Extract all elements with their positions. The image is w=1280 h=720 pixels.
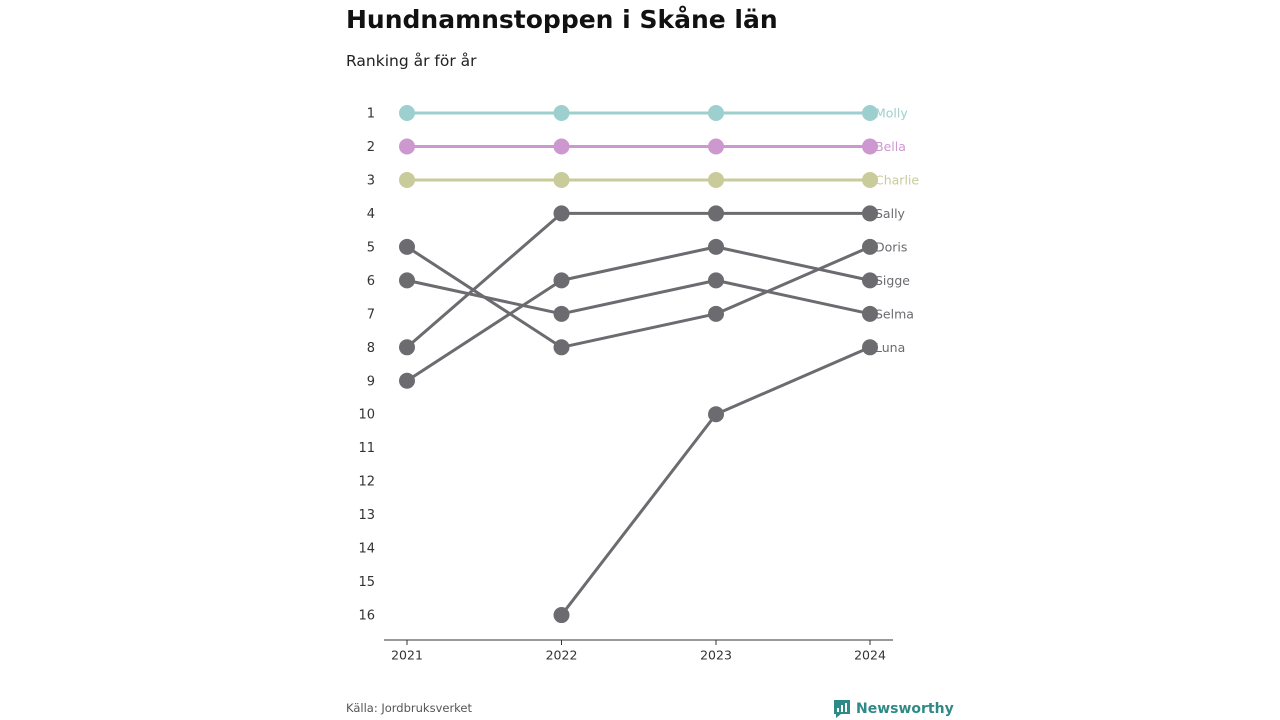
data-point-bella [554, 138, 570, 154]
y-tick-label: 11 [358, 441, 375, 457]
data-point-bella [708, 138, 724, 154]
data-point-sally [554, 205, 570, 221]
series-label-sally: Sally [875, 205, 905, 221]
data-point-bella [399, 138, 415, 154]
data-point-sally [708, 205, 724, 221]
data-point-doris [399, 239, 415, 255]
data-point-luna [708, 406, 724, 422]
data-point-charlie [708, 172, 724, 188]
y-tick-label: 5 [366, 240, 375, 256]
y-tick-label: 13 [358, 508, 375, 524]
x-axis [384, 640, 893, 663]
series-label-sigge: Sigge [875, 272, 910, 288]
data-point-sigge [708, 239, 724, 255]
y-axis-ticks [358, 107, 375, 624]
data-point-molly [708, 105, 724, 121]
chart-subtitle: Ranking år för år [346, 52, 477, 70]
data-point-doris [708, 306, 724, 322]
series-line-luna [562, 347, 871, 615]
y-tick-label: 15 [358, 575, 375, 591]
y-tick-label: 8 [366, 340, 375, 356]
x-tick-label: 2024 [854, 647, 886, 663]
brand-name: Newsworthy [856, 701, 954, 717]
y-tick-label: 12 [358, 474, 375, 490]
y-tick-label: 14 [358, 541, 375, 557]
newsworthy-logo-icon [833, 699, 851, 719]
brand-logo [833, 699, 954, 719]
data-point-selma [708, 272, 724, 288]
x-tick-label: 2021 [391, 647, 423, 663]
series-label-doris: Doris [875, 239, 908, 255]
data-point-luna [554, 607, 570, 623]
y-tick-label: 16 [358, 608, 375, 624]
chart-title: Hundnamnstoppen i Skåne län [346, 5, 778, 34]
y-tick-label: 4 [366, 206, 375, 222]
data-point-molly [399, 105, 415, 121]
data-point-sigge [399, 373, 415, 389]
data-point-molly [554, 105, 570, 121]
data-point-charlie [554, 172, 570, 188]
series-end-labels [875, 106, 919, 355]
series-label-charlie: Charlie [875, 172, 920, 188]
y-tick-label: 1 [366, 106, 375, 122]
series-lines [407, 113, 870, 615]
data-point-sigge [554, 272, 570, 288]
series-label-selma: Selma [875, 306, 914, 322]
series-points [399, 105, 878, 623]
data-point-selma [399, 272, 415, 288]
y-tick-label: 10 [358, 407, 375, 423]
data-point-charlie [399, 172, 415, 188]
source-note: Källa: Jordbruksverket [346, 701, 473, 715]
series-label-bella: Bella [875, 138, 906, 154]
series-line-sigge [407, 247, 870, 381]
y-tick-label: 7 [366, 307, 375, 323]
series-label-luna: Luna [875, 339, 906, 355]
data-point-sally [399, 339, 415, 355]
series-line-sally [407, 213, 870, 347]
x-tick-label: 2022 [545, 647, 578, 663]
y-tick-label: 3 [366, 173, 375, 189]
data-point-doris [554, 339, 570, 355]
y-tick-label: 6 [366, 273, 375, 289]
x-tick-label: 2023 [700, 647, 732, 663]
series-label-molly: Molly [875, 105, 908, 121]
data-point-selma [554, 306, 570, 322]
y-tick-label: 2 [366, 139, 375, 155]
y-tick-label: 9 [366, 374, 375, 390]
